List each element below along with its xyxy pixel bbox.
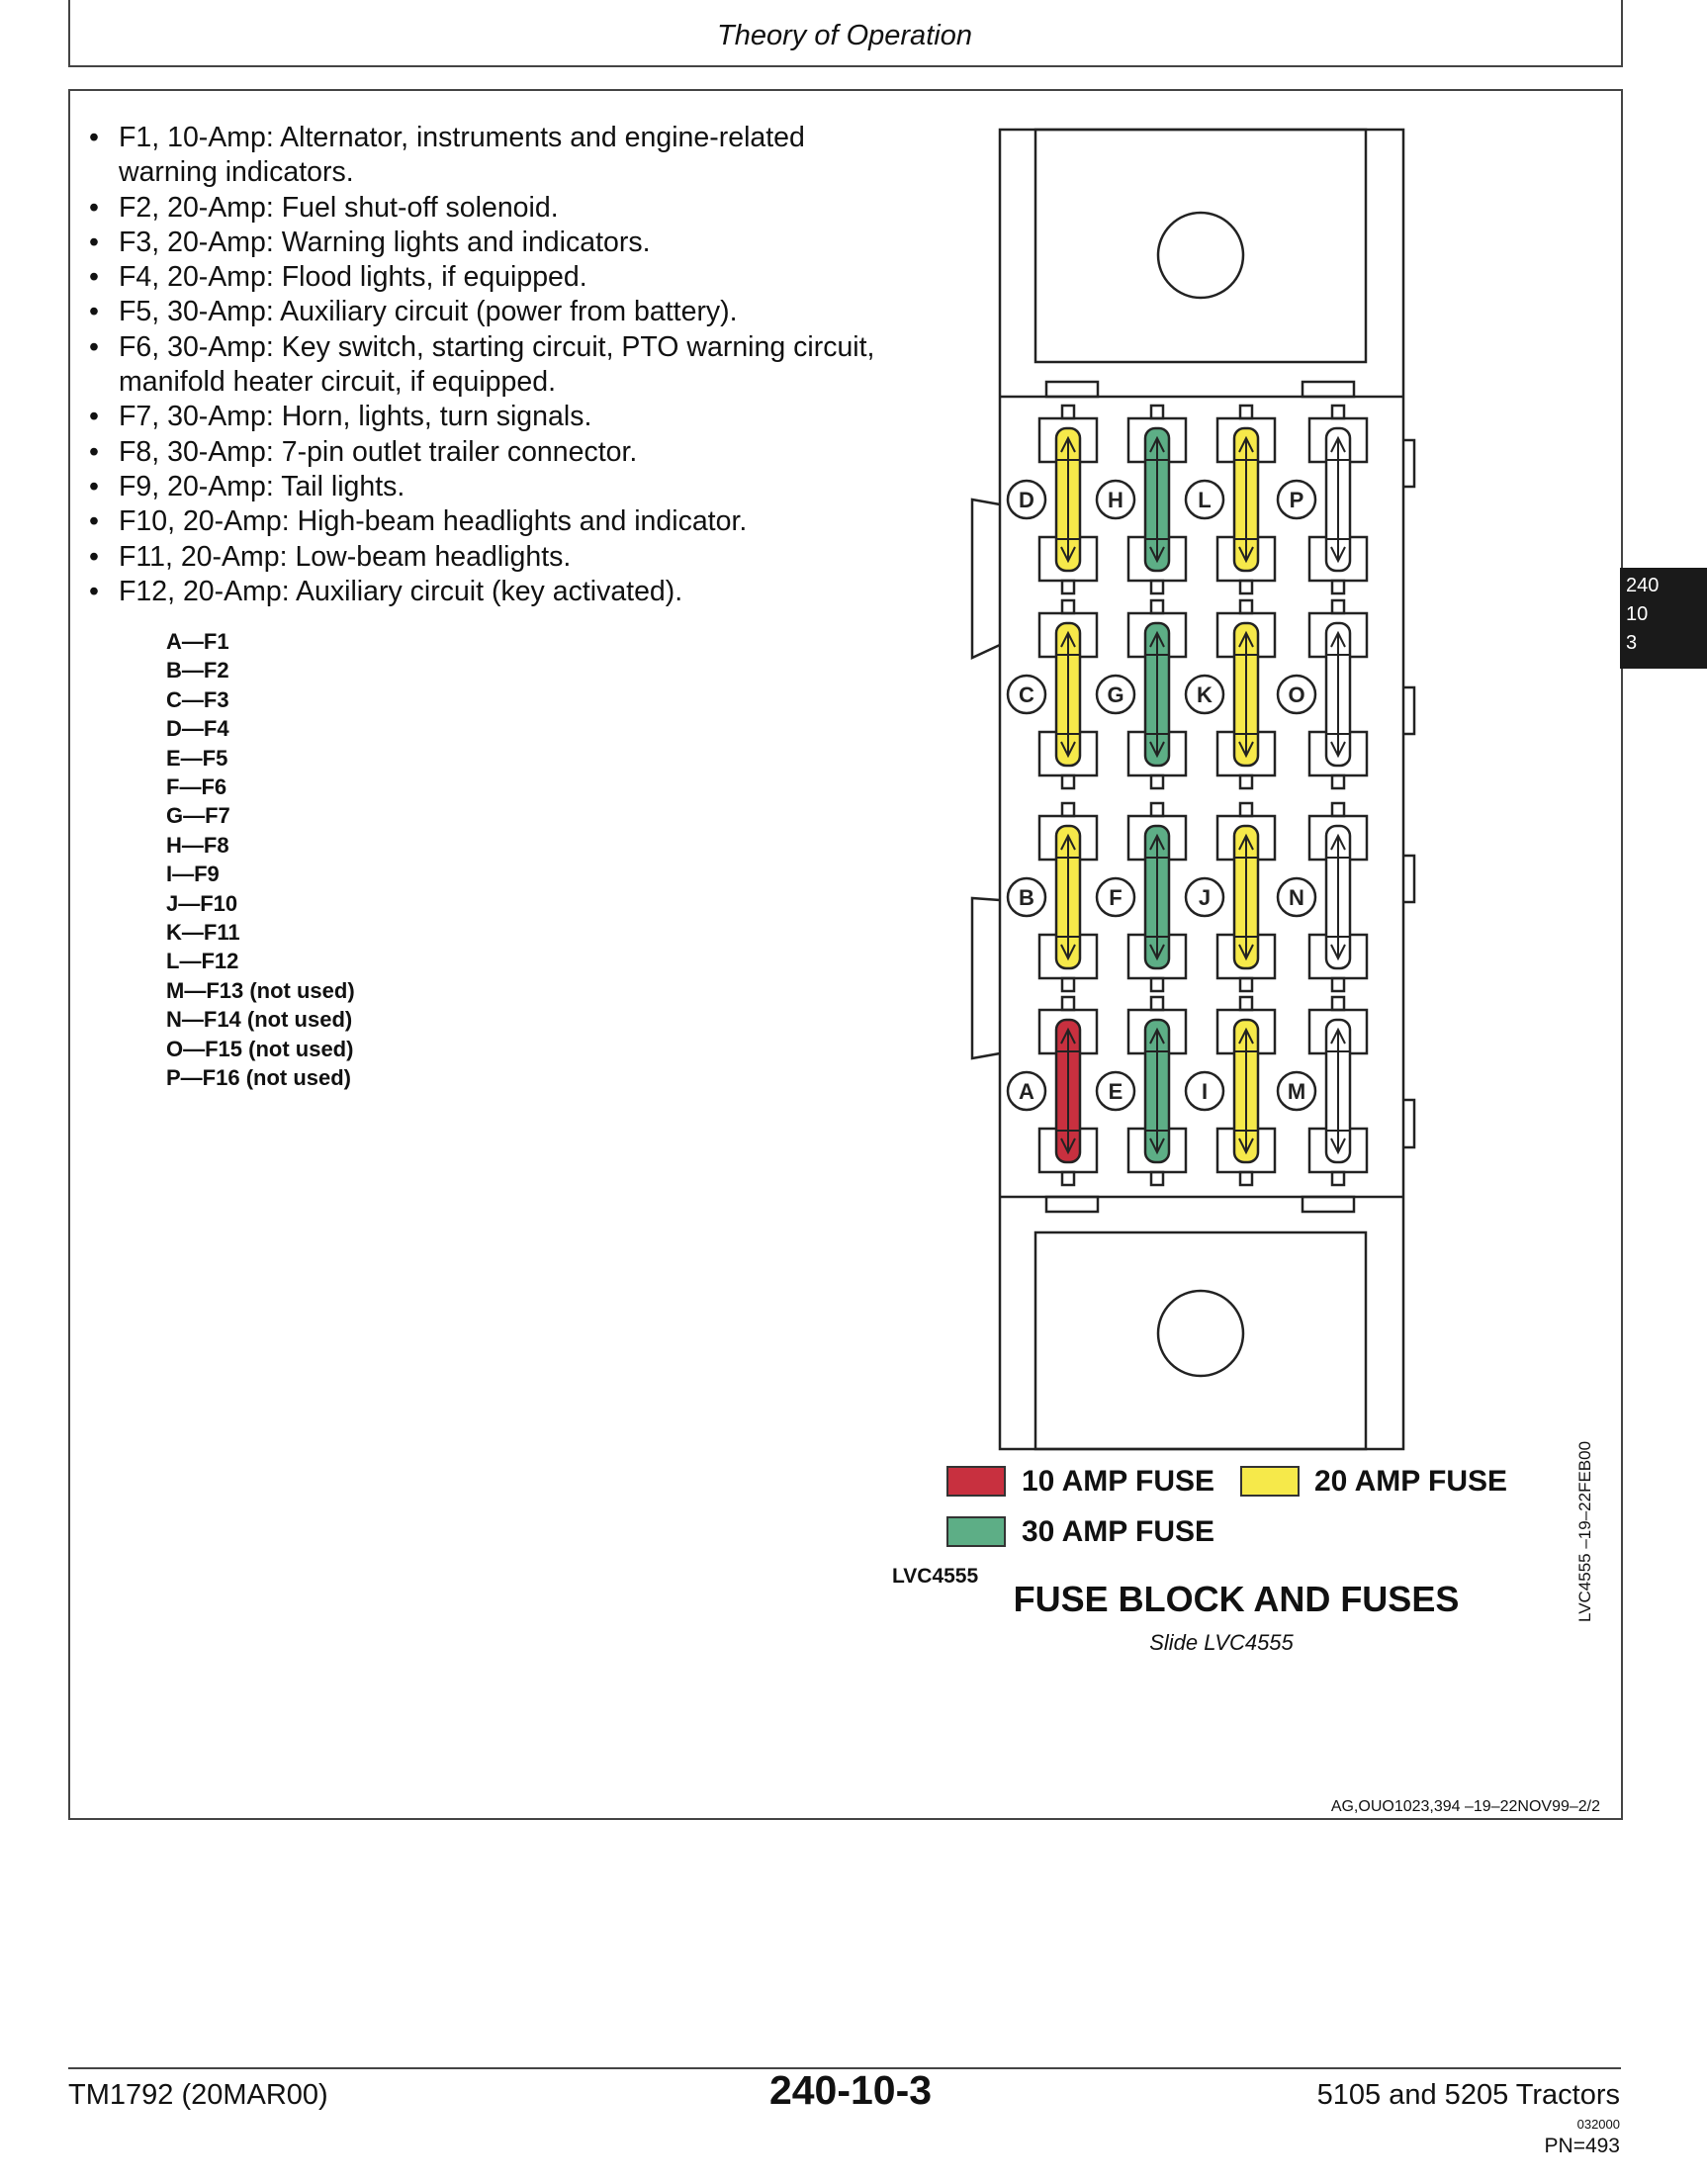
footer-pn: PN=493 xyxy=(1544,2135,1620,2157)
fuse-description-list xyxy=(87,121,878,609)
fuse-pin-bottom xyxy=(1151,775,1163,788)
fuse-callout-letter: E xyxy=(1108,1079,1123,1104)
legend-item: N—F14 (not used) xyxy=(166,1007,353,1033)
fuse-slot xyxy=(1278,406,1367,593)
figure-code: LVC4555 xyxy=(892,1565,979,1588)
section-tab xyxy=(1620,568,1707,669)
fuse-pin-bottom xyxy=(1332,775,1344,788)
fuse-color-key xyxy=(946,1466,1520,1555)
top-latch-right xyxy=(1303,382,1354,397)
fuse-pin-bottom xyxy=(1332,581,1344,593)
fuse-callout-letter: K xyxy=(1197,682,1213,707)
fuse-slot xyxy=(1008,406,1097,593)
fuse-callout-letter: J xyxy=(1198,885,1212,910)
fuse-description-item: • F11, 20-Amp: Low-beam headlights. xyxy=(87,540,878,575)
fuse-description-item: • F10, 20-Amp: High-beam headlights and indicator. xyxy=(87,504,878,539)
section-tab-chapter: 10 xyxy=(1626,603,1649,625)
top-mounting-hole xyxy=(1158,213,1243,298)
fuse-pin-bottom xyxy=(1062,1172,1074,1185)
fuse-pin-top xyxy=(1240,406,1252,418)
fuse-callout-letter: L xyxy=(1198,488,1212,512)
right-side-tab xyxy=(1403,1100,1414,1147)
legend-item: M—F13 (not used) xyxy=(166,977,355,1003)
figure-title: FUSE BLOCK AND FUSES xyxy=(1013,1579,1460,1619)
fuse-slot xyxy=(1008,997,1097,1185)
fuse-description-item: • F5, 30-Amp: Auxiliary circuit (power from battery). xyxy=(87,295,878,329)
fuse-pin-top xyxy=(1062,803,1074,816)
fuse-block-diagram xyxy=(949,119,1424,1464)
legend-item: J—F10 xyxy=(166,890,238,916)
fuse-callout-letter: N xyxy=(1289,885,1304,910)
swatch-30amp xyxy=(946,1516,1006,1547)
right-side-tab xyxy=(1403,856,1414,902)
fuse-callout-letter: P xyxy=(1289,488,1304,512)
bottom-mounting-hole xyxy=(1158,1291,1243,1376)
fuse-slot xyxy=(1186,406,1275,593)
fuse-callout-letter: B xyxy=(1019,885,1034,910)
legend-item: H—F8 xyxy=(166,832,229,858)
fuse-description-item: • F8, 30-Amp: 7-pin outlet trailer connector. xyxy=(87,435,878,470)
fuse-slot xyxy=(1186,997,1275,1185)
fuse-description-item: • F12, 20-Amp: Auxiliary circuit (key activated). xyxy=(87,575,878,609)
fuse-slot xyxy=(1186,600,1275,788)
fuse-callout-letter: D xyxy=(1019,488,1034,512)
legend-item: F—F6 xyxy=(166,774,227,800)
fuse-pin-bottom xyxy=(1240,978,1252,991)
fuse-pin-bottom xyxy=(1062,978,1074,991)
page-header-title: Theory of Operation xyxy=(717,20,972,51)
fuse-slot xyxy=(1097,803,1186,991)
fuse-pin-top xyxy=(1151,803,1163,816)
fuse-callout-letter: F xyxy=(1109,885,1123,910)
fuse-slot xyxy=(1278,600,1367,788)
fuse-pin-top xyxy=(1332,600,1344,613)
legend-item: L—F12 xyxy=(166,949,239,974)
fuse-callout-letter: I xyxy=(1201,1079,1209,1104)
fuse-callout-letter: H xyxy=(1108,488,1123,512)
fuse-description-item: • F4, 20-Amp: Flood lights, if equipped. xyxy=(87,260,878,295)
bottom-latch-right xyxy=(1303,1197,1354,1212)
legend-item: I—F9 xyxy=(166,862,220,887)
fuse-pin-top xyxy=(1240,803,1252,816)
fuse-callout-letter: O xyxy=(1288,682,1305,707)
legend-item: E—F5 xyxy=(166,745,228,771)
vertical-figure-code: LVC4555 –19–22FEB00 xyxy=(1575,1440,1594,1622)
reference-code: AG,OUO1023,394 –19–22NOV99–2/2 xyxy=(1330,1798,1600,1815)
fuse-slot xyxy=(1097,600,1186,788)
section-tab-group: 240 xyxy=(1626,575,1660,596)
fuse-pin-bottom xyxy=(1151,1172,1163,1185)
label-10amp: 10 AMP FUSE xyxy=(1022,1465,1215,1498)
right-side-tab xyxy=(1403,687,1414,734)
fuse-callout-letter: G xyxy=(1107,682,1124,707)
legend-item: G—F7 xyxy=(166,803,230,829)
fuse-pin-bottom xyxy=(1240,581,1252,593)
fuse-pin-top xyxy=(1151,997,1163,1010)
fuse-slot xyxy=(1278,997,1367,1185)
fuse-pin-top xyxy=(1062,600,1074,613)
top-latch-left xyxy=(1046,382,1098,397)
footer-date-code: 032000 xyxy=(1576,2117,1620,2132)
fuse-pin-bottom xyxy=(1332,1172,1344,1185)
side-clip-upper xyxy=(972,500,1000,658)
fuse-callout-letter: M xyxy=(1287,1079,1306,1104)
fuse-description-item: • F6, 30-Amp: Key switch, starting circuit, PTO warning circuit, manifold heater circuit, if equipped. xyxy=(87,330,878,401)
right-side-tab xyxy=(1403,440,1414,487)
fuse-pin-bottom xyxy=(1062,581,1074,593)
bottom-cover xyxy=(1035,1232,1366,1449)
slide-caption: Slide LVC4555 xyxy=(1149,1630,1294,1655)
letter-fuse-legend xyxy=(166,627,355,1093)
fuse-description-item: • F9, 20-Amp: Tail lights. xyxy=(87,470,878,504)
fuse-pin-top xyxy=(1062,406,1074,418)
fuse-pin-top xyxy=(1240,997,1252,1010)
manual-number: TM1792 (20MAR00) xyxy=(68,2079,328,2111)
swatch-20amp xyxy=(1240,1466,1300,1497)
fuse-description-item: • F3, 20-Amp: Warning lights and indicators. xyxy=(87,226,878,260)
legend-item: C—F3 xyxy=(166,686,229,712)
fuse-pin-bottom xyxy=(1151,978,1163,991)
fuse-pin-top xyxy=(1332,406,1344,418)
fuse-callout-letter: C xyxy=(1019,682,1034,707)
fuse-pin-top xyxy=(1062,997,1074,1010)
section-tab-page: 3 xyxy=(1626,632,1638,654)
legend-item: P—F16 (not used) xyxy=(166,1065,352,1091)
label-20amp: 20 AMP FUSE xyxy=(1314,1465,1508,1498)
fuse-pin-bottom xyxy=(1332,978,1344,991)
fuse-pin-bottom xyxy=(1240,1172,1252,1185)
legend-item: A—F1 xyxy=(166,629,229,654)
fuse-pin-top xyxy=(1332,803,1344,816)
fuse-description-item: • F1, 10-Amp: Alternator, instruments and engine-related warning indicators. xyxy=(87,121,878,191)
fuse-slot xyxy=(1278,803,1367,991)
legend-item: B—F2 xyxy=(166,658,229,683)
fuse-description-item: • F2, 20-Amp: Fuel shut-off solenoid. xyxy=(87,191,878,226)
legend-item: D—F4 xyxy=(166,716,229,742)
fuse-pin-top xyxy=(1240,600,1252,613)
fuse-slot xyxy=(1097,997,1186,1185)
page-number: 240-10-3 xyxy=(768,2067,933,2113)
fuse-pin-top xyxy=(1151,406,1163,418)
fuse-pin-bottom xyxy=(1062,775,1074,788)
bottom-latch-left xyxy=(1046,1197,1098,1212)
fuse-description-item: • F7, 30-Amp: Horn, lights, turn signals. xyxy=(87,400,878,434)
top-cover xyxy=(1035,130,1366,362)
swatch-10amp xyxy=(946,1466,1006,1497)
legend-item: K—F11 xyxy=(166,920,240,946)
fuse-callout-letter: A xyxy=(1019,1079,1034,1104)
fuse-slot xyxy=(1008,803,1097,991)
fuse-slot xyxy=(1097,406,1186,593)
fuse-pin-bottom xyxy=(1151,581,1163,593)
fuse-pin-bottom xyxy=(1240,775,1252,788)
fuse-slot xyxy=(1008,600,1097,788)
product-name: 5105 and 5205 Tractors xyxy=(1316,2079,1620,2111)
label-30amp: 30 AMP FUSE xyxy=(1022,1515,1215,1548)
fuse-pin-top xyxy=(1332,997,1344,1010)
legend-item: O—F15 (not used) xyxy=(166,1036,354,1061)
side-clip-lower xyxy=(972,898,1000,1058)
fuse-slot xyxy=(1186,803,1275,991)
fuse-pin-top xyxy=(1151,600,1163,613)
